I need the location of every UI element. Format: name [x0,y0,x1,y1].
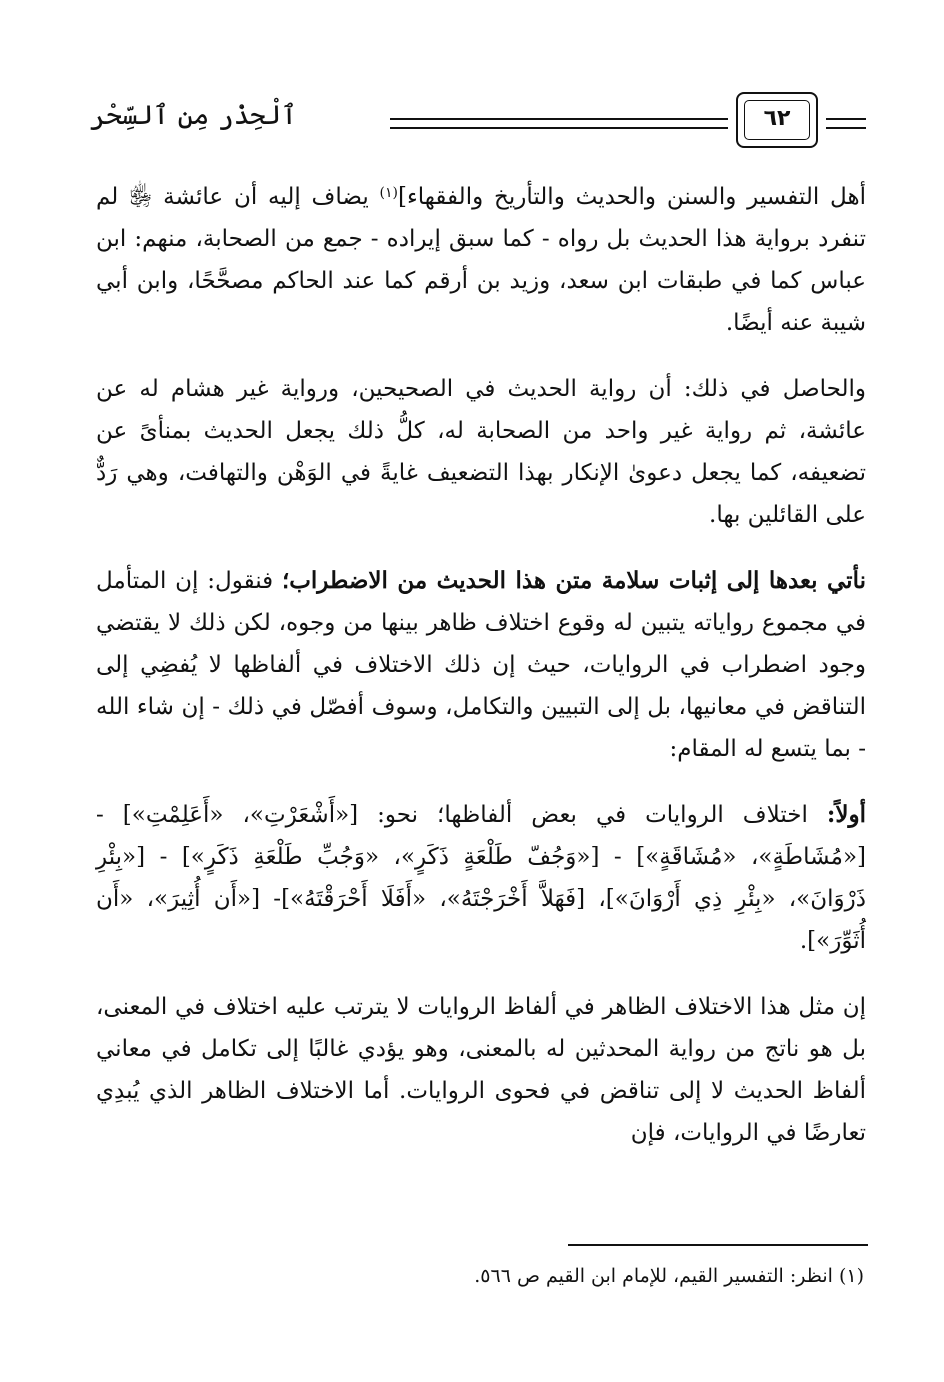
page-number-frame [736,92,818,148]
paragraph-1-rest: يضاف إليه أن عائشة ﵂ لم تنفرد برواية هذا الحديث بل رواه - كما سبق إيراده - جمع من الصحابة، منهم: ابن عباس كما في طبقات ابن سعد، وزيد بن أرقم كما عند الحاكم مصحَّحًا، وابن أبي شيبة عنه أيضًا. [96,184,866,336]
paragraph-4-text: اختلاف الروايات في بعض ألفاظها؛ نحو: [«أَشْعَرْتِ»، «أَعَلِمْتِ»] - [«مُشَاطَةٍ»، «مُشَاقَةٍ»] - [«وَجُفّ طَلْعَةٍ ذَكَرٍ»، «وَجُبِّ طَلْعَةِ ذَكَرٍ»] - [«بِئْرِ ذَرْوَانَ»، «بِئْرِ ذِي أَرْوَانَ»]، [فَهَلاَّ أَخْرَجْتَهُ»، «أَفَلَا أَحْرَقْتَهُ»]- [«أَن أُثِيرَ»، «أَن أُثَوِّرَ»]. [96,802,866,954]
footnote-separator [568,1244,868,1246]
paragraph-5-text: إن مثل هذا الاختلاف الظاهر في ألفاظ الروايات لا يترتب عليه اختلاف في المعنى، بل هو ناتج من رواية المحدثين له بالمعنى، وهو يؤدي غالبًا إلى تكامل في معاني ألفاظ الحديث لا إلى تناقض في فحوى الروايات. أما الاختلاف الظاهر الذي يُبدِي تعارضًا في الروايات، فإن [96,994,866,1146]
header-rule-right [826,118,866,129]
paragraph-5 [96,986,866,1154]
paragraph-4 [96,794,866,962]
paragraph-2-text: والحاصل في ذلك: أن رواية الحديث في الصحيحين، ورواية غير هشام له عن عائشة، ثم رواية غير واحد من الصحابة له، كلُّ ذلك يجعل الحديث بمنأىً عن تضعيفه، كما يجعل دعوىٰ الإنكار بهذا التضعيف غايةً في الوَهْن والتهافت، وهي رَدٌّ على القائلين بها. [96,376,866,528]
paragraph-1-start: أهل التفسير والسنن والحديث والتأريخ والفقهاء] [398,184,866,210]
paragraph-3-lead: نأتي بعدها إلى إثبات سلامة متن هذا الحديث من الاضطراب؛ [281,567,866,594]
footnote: (١) انظر: التفسير القيم، للإمام ابن القيم ص ٥٦٦. [474,1265,864,1287]
body-text [96,176,866,1154]
paragraph-4-lead: أولاً: [826,801,866,828]
paragraph-2 [96,368,866,536]
header-rule-left [390,118,728,129]
page-number: ٦٢ [763,106,791,131]
paragraph-3-text: فنقول: إن المتأمل في مجموع رواياته يتبين له وقوع اختلاف ظاهر بينها من وجوه، لكن ذلك لا يقتضي وجود اضطراب في الروايات، حيث إن ذلك الاختلاف في ألفاظها لا يُفضِي إلى التناقض في معانيها، بل إلى التبيين والتكامل، وسوف أفصّل في ذلك - إن شاء الله - بما يتسع له المقام: [96,568,866,762]
paragraph-3 [96,560,866,770]
page-header [90,88,866,158]
running-title: ٱلْحِذْر مِن ٱلسِّحْر [90,100,298,131]
footnote-reference: (١) [379,185,399,201]
paragraph-1 [96,176,866,344]
